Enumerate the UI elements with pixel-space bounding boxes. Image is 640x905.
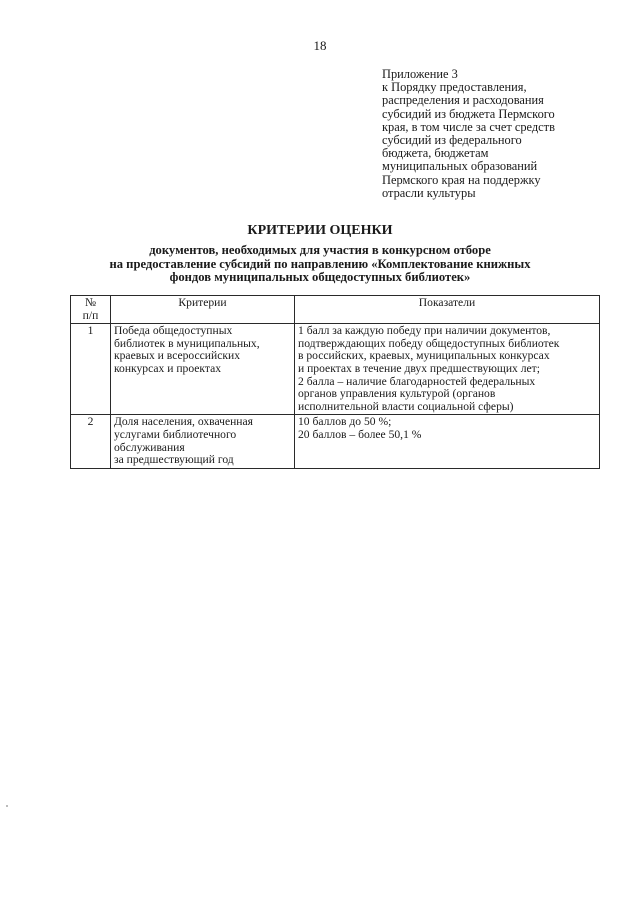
appendix-line: распределения и расходования: [382, 93, 544, 108]
cell-line: 2 балла – наличие благодарностей федеральных: [298, 374, 536, 388]
appendix-line: муниципальных образований: [382, 159, 538, 174]
indicators-cell: [295, 415, 600, 468]
page-number: 18: [313, 38, 327, 53]
appendix-line: Пермского края на поддержку: [382, 172, 541, 187]
appendix-line: края, в том числе за счет средств: [382, 119, 555, 134]
cell-line: в российских, краевых, муниципальных конкурсах: [298, 349, 550, 363]
appendix-line: субсидий из федерального: [382, 133, 522, 148]
header-number-line: №: [84, 296, 97, 309]
subtitle-line: документов, необходимых для участия в конкурсном отборе: [149, 243, 491, 257]
subtitle-line: на предоставление субсидий по направлению «Комплектование книжных: [109, 256, 531, 271]
cell-line: обслуживания: [114, 440, 185, 454]
table-row: [71, 324, 600, 415]
cell-line: 20 баллов – более 50,1 %: [298, 427, 422, 441]
cell-line: 10 баллов до 50 %;: [298, 415, 392, 429]
appendix-reference: [382, 68, 622, 200]
cell-line: за предшествующий год: [114, 453, 234, 467]
criteria-table: [70, 295, 600, 469]
document-subtitle: [0, 244, 640, 285]
appendix-line: к Порядку предоставления,: [382, 80, 527, 95]
cell-line: Доля населения, охваченная: [114, 415, 253, 429]
header-criteria: Критерии: [111, 296, 295, 324]
document-title: КРИТЕРИИ ОЦЕНКИ: [247, 223, 393, 238]
cell-line: Победа общедоступных: [114, 324, 233, 338]
criteria-cell: [111, 324, 295, 415]
cell-line: краевых и всероссийских: [114, 349, 240, 363]
scan-speck: [6, 805, 8, 807]
row-number: 1: [71, 324, 111, 415]
header-number: [71, 296, 111, 324]
header-number-line: п/п: [82, 308, 99, 322]
table-row: [71, 415, 600, 468]
cell-line: конкурсах и проектах: [114, 361, 222, 375]
cell-line: и проектах в течение двух предшествующих лет;: [298, 361, 540, 375]
table-header-row: [71, 296, 600, 324]
cell-line: услугами библиотечного: [114, 427, 237, 441]
appendix-line: бюджета, бюджетам: [382, 146, 489, 161]
cell-line: органов управления культурой (органов: [298, 387, 496, 401]
appendix-line: Приложение 3: [382, 67, 458, 81]
indicators-cell: [295, 324, 600, 415]
criteria-cell: [111, 415, 295, 468]
cell-line: исполнительной власти социальной сферы): [298, 399, 514, 413]
cell-line: библиотек в муниципальных,: [114, 336, 260, 350]
appendix-line: отрасли культуры: [382, 185, 476, 200]
row-number: 2: [71, 415, 111, 468]
cell-line: 1 балл за каждую победу при наличии документов,: [298, 324, 551, 338]
appendix-line: субсидий из бюджета Пермского: [382, 106, 555, 121]
subtitle-line: фондов муниципальных общедоступных библиотек»: [169, 270, 471, 285]
cell-line: подтверждающих победу общедоступных библиотек: [298, 336, 560, 350]
header-indicators: Показатели: [295, 296, 600, 324]
